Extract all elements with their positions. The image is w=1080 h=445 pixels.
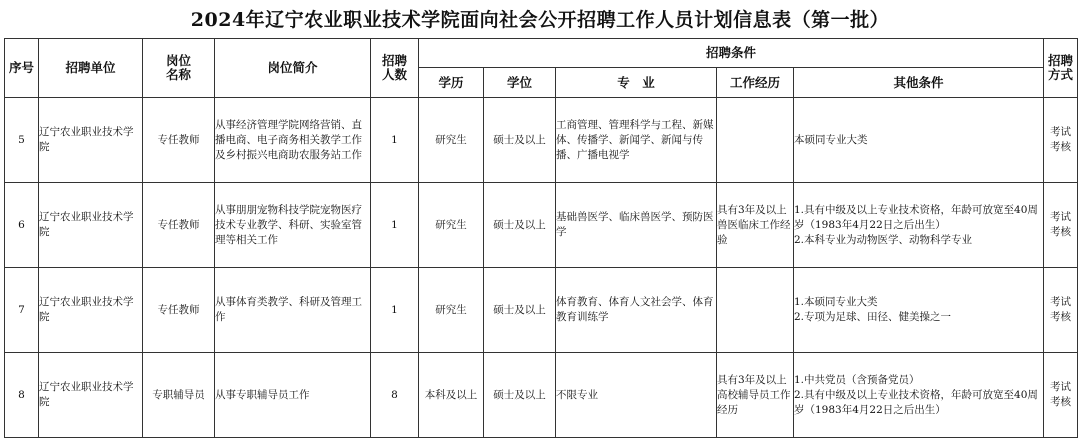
cell-post: 专任教师 <box>143 98 215 183</box>
cell-other <box>794 183 1044 268</box>
cell-major: 不限专业 <box>556 353 717 438</box>
cell-degree: 硕士及以上 <box>484 268 556 353</box>
header-major: 专 业 <box>556 68 717 98</box>
header-post-desc: 岗位简介 <box>215 39 371 98</box>
cell-count: 8 <box>371 353 419 438</box>
cell-desc: 从事朋朋宠物科技学院宠物医疗技术专业教学、科研、实验室管理等相关工作 <box>215 183 371 268</box>
method-line2: 考核 <box>1050 141 1071 153</box>
cell-no: 5 <box>5 98 39 183</box>
other-line: 2.具有中级及以上专业技术资格，年龄可放宽至40周岁（1983年4月22日之后出生） <box>794 388 1038 416</box>
cell-education: 研究生 <box>419 183 484 268</box>
cell-major: 工商管理、管理科学与工程、新媒体、传播学、新闻学、新闻与传播、广播电视学 <box>556 98 717 183</box>
cell-desc: 从事专职辅导员工作 <box>215 353 371 438</box>
table-row <box>5 268 1078 353</box>
header-post-name <box>143 39 215 98</box>
other-line: 1.中共党员（含预备党员） <box>794 373 920 386</box>
other-line: 本硕同专业大类 <box>794 133 868 146</box>
method-line1: 考试 <box>1050 211 1071 223</box>
cell-degree: 硕士及以上 <box>484 183 556 268</box>
cell-education: 本科及以上 <box>419 353 484 438</box>
cell-experience <box>717 98 794 183</box>
table-row <box>5 98 1078 183</box>
header-conditions: 招聘条件 <box>419 39 1044 68</box>
cell-no: 6 <box>5 183 39 268</box>
header-education: 学历 <box>419 68 484 98</box>
cell-other <box>794 268 1044 353</box>
header-unit: 招聘单位 <box>39 39 143 98</box>
method-line1: 考试 <box>1050 296 1071 308</box>
cell-other <box>794 353 1044 438</box>
cell-major: 基础兽医学、临床兽医学、预防医学 <box>556 183 717 268</box>
header-method-line1: 招聘 <box>1047 53 1073 68</box>
cell-education: 研究生 <box>419 268 484 353</box>
other-line: 1.本硕同专业大类 <box>794 296 878 308</box>
cell-post: 专任教师 <box>143 268 215 353</box>
cell-education: 研究生 <box>419 98 484 183</box>
cell-unit: 辽宁农业职业技术学院 <box>39 183 143 268</box>
table-row <box>5 353 1078 438</box>
other-line: 2.专项为足球、田径、健美操之一 <box>794 311 952 323</box>
cell-post: 专任教师 <box>143 183 215 268</box>
cell-method <box>1044 183 1078 268</box>
header-method-line2: 方式 <box>1047 67 1073 82</box>
cell-degree: 硕士及以上 <box>484 98 556 183</box>
cell-method <box>1044 353 1078 438</box>
cell-other <box>794 98 1044 183</box>
other-line: 1.具有中级及以上专业技术资格，年龄可放宽至40周岁（1983年4月22日之后出生） <box>794 203 1038 231</box>
cell-experience: 具有3年及以上兽医临床工作经验 <box>717 183 794 268</box>
cell-degree: 硕士及以上 <box>484 353 556 438</box>
method-line2: 考核 <box>1050 311 1071 323</box>
cell-desc: 从事体育类教学、科研及管理工作 <box>215 268 371 353</box>
cell-experience <box>717 268 794 353</box>
other-line: 2.本科专业为动物医学、动物科学专业 <box>794 233 973 246</box>
cell-major: 体育教育、体育人文社会学、体育教育训练学 <box>556 268 717 353</box>
header-method <box>1044 39 1078 98</box>
cell-post: 专职辅导员 <box>143 353 215 438</box>
cell-unit: 辽宁农业职业技术学院 <box>39 353 143 438</box>
cell-count: 1 <box>371 268 419 353</box>
page-title: 2024年辽宁农业职业技术学院面向社会公开招聘工作人员计划信息表（第一批） <box>190 9 890 31</box>
header-other: 其他条件 <box>794 68 1044 98</box>
cell-unit: 辽宁农业职业技术学院 <box>39 98 143 183</box>
header-degree: 学位 <box>484 68 556 98</box>
cell-desc: 从事经济管理学院网络营销、直播电商、电子商务相关教学工作及乡村振兴电商助农服务站工作 <box>215 98 371 183</box>
method-line2: 考核 <box>1050 396 1071 408</box>
cell-method <box>1044 98 1078 183</box>
header-no: 序号 <box>5 39 39 98</box>
header-count-line2: 人数 <box>381 67 407 82</box>
cell-no: 7 <box>5 268 39 353</box>
header-post-name-line2: 名称 <box>165 67 191 82</box>
header-experience: 工作经历 <box>717 68 794 98</box>
cell-unit: 辽宁农业职业技术学院 <box>39 268 143 353</box>
cell-method <box>1044 268 1078 353</box>
cell-experience: 具有3年及以上高校辅导员工作经历 <box>717 353 794 438</box>
cell-count: 1 <box>371 98 419 183</box>
header-row-1 <box>5 39 1078 68</box>
method-line2: 考核 <box>1050 226 1071 238</box>
table-row <box>5 183 1078 268</box>
method-line1: 考试 <box>1050 126 1071 138</box>
cell-no: 8 <box>5 353 39 438</box>
recruitment-table <box>4 38 1078 438</box>
header-count <box>371 39 419 98</box>
method-line1: 考试 <box>1050 381 1071 393</box>
header-count-line1: 招聘 <box>381 53 407 68</box>
cell-count: 1 <box>371 183 419 268</box>
header-post-name-line1: 岗位 <box>165 53 191 68</box>
